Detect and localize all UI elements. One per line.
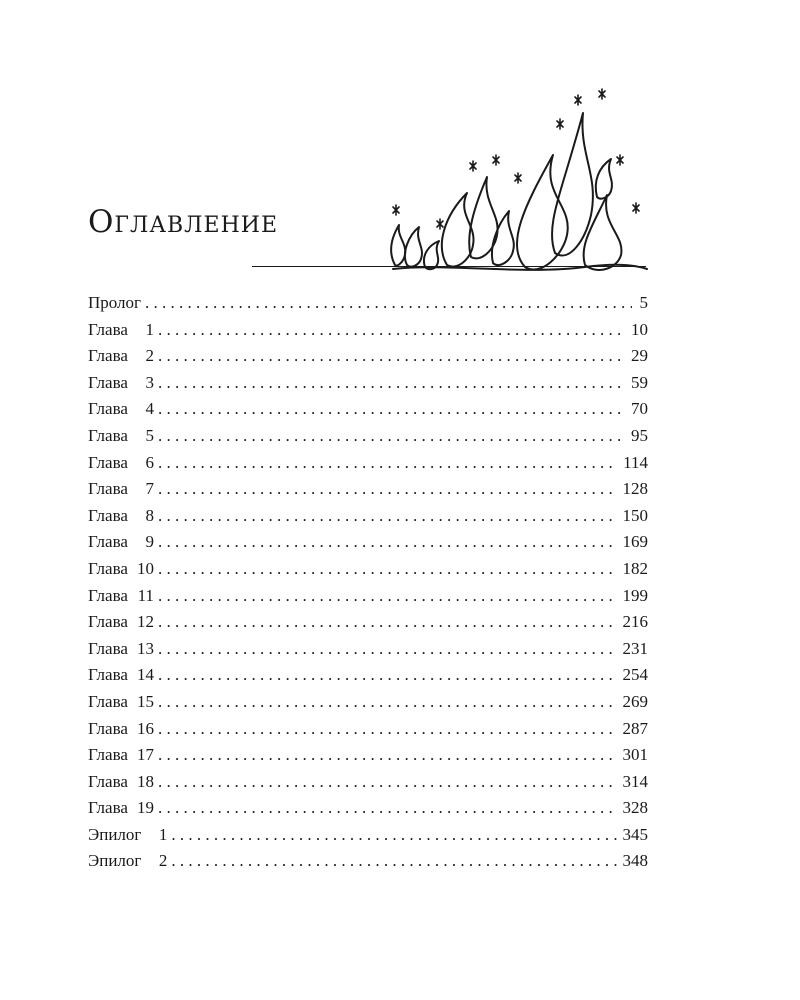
toc-entry[interactable] <box>88 609 648 636</box>
toc-page-number: 29 <box>631 346 648 366</box>
toc-page-number: 301 <box>622 745 648 765</box>
toc-entry[interactable] <box>88 556 648 583</box>
toc-entry[interactable] <box>88 662 648 689</box>
toc-leader-dots <box>158 529 617 556</box>
toc-entry-title: Глава <box>88 558 128 578</box>
toc-leader-dots <box>158 556 617 583</box>
toc-entry-title: Глава <box>88 745 128 765</box>
toc-entry-title: Глава <box>88 612 128 632</box>
toc-entry-label <box>88 716 154 743</box>
toc-entry-label <box>88 609 154 636</box>
toc-entry[interactable] <box>88 423 648 450</box>
toc-page-number: 348 <box>622 851 648 871</box>
toc-page-number: 10 <box>631 319 648 339</box>
toc-entry-title: Глава <box>88 691 128 711</box>
toc-entry-number: 4 <box>145 399 154 419</box>
page-title: Оглавление <box>88 204 279 240</box>
toc-entry-label <box>88 848 167 875</box>
toc-page-number: 169 <box>622 532 648 552</box>
toc-entry-number: 15 <box>136 691 154 711</box>
title-underline <box>252 266 646 267</box>
toc-leader-dots <box>158 795 617 822</box>
toc-entry-label <box>88 396 154 423</box>
toc-entry-title: Глава <box>88 638 128 658</box>
toc-entry-number: 17 <box>136 745 154 765</box>
toc-entry-number: 1 <box>145 319 154 339</box>
toc-entry[interactable] <box>88 795 648 822</box>
toc-page-number: 199 <box>622 585 648 605</box>
toc-entry[interactable] <box>88 370 648 397</box>
toc-page-number: 5 <box>639 293 648 312</box>
toc-leader-dots <box>171 822 616 849</box>
toc-leader-dots <box>158 503 617 530</box>
toc-entry[interactable] <box>88 343 648 370</box>
toc-entry[interactable] <box>88 689 648 716</box>
toc-entry-number: 5 <box>145 425 154 445</box>
toc-page-number: 216 <box>622 612 648 632</box>
toc-entry-title: Глава <box>88 665 128 685</box>
toc-entry-title: Пролог <box>88 293 142 312</box>
toc-entry[interactable] <box>88 317 648 344</box>
toc-leader-dots <box>158 370 625 397</box>
toc-entry-title: Глава <box>88 346 128 366</box>
toc-entry-label <box>88 529 154 556</box>
toc-entry-number: 16 <box>136 718 154 738</box>
toc-entry-label <box>88 370 154 397</box>
toc-leader-dots <box>158 450 617 477</box>
toc-entry-title: Эпилог <box>88 851 142 871</box>
toc-entry-number: 2 <box>145 346 154 366</box>
toc-page-number: 182 <box>622 558 648 578</box>
toc-entry-label <box>88 476 154 503</box>
toc-page-number: 314 <box>622 771 648 791</box>
toc-leader-dots <box>158 769 617 796</box>
toc-leader-dots <box>158 689 617 716</box>
toc-entry[interactable] <box>88 769 648 796</box>
toc-page-number: 231 <box>622 638 648 658</box>
toc-page-number: 95 <box>631 425 648 445</box>
toc-leader-dots <box>158 343 625 370</box>
toc-entry-label <box>88 290 141 317</box>
toc-page-number: 254 <box>622 665 648 685</box>
toc-entry-label <box>88 769 154 796</box>
toc-entry-label <box>88 689 154 716</box>
toc-entry-number: 6 <box>145 452 154 472</box>
toc-entry[interactable] <box>88 450 648 477</box>
toc-page-number: 287 <box>622 718 648 738</box>
toc-entry-label <box>88 450 154 477</box>
toc-entry-title: Эпилог <box>88 824 142 844</box>
toc-entry-number: 12 <box>136 612 154 632</box>
toc-entry-title: Глава <box>88 505 128 525</box>
toc-page-number: 150 <box>622 505 648 525</box>
toc-entry-number: 19 <box>136 798 154 818</box>
toc-entry-label <box>88 343 154 370</box>
toc-leader-dots <box>145 290 632 317</box>
toc-page-number: 59 <box>631 372 648 392</box>
flames-icon <box>385 85 650 275</box>
toc-entry-number: 18 <box>136 771 154 791</box>
toc-entry[interactable] <box>88 396 648 423</box>
toc-leader-dots <box>158 662 617 689</box>
toc-entry-title: Глава <box>88 532 128 552</box>
toc-leader-dots <box>158 609 617 636</box>
toc-entry-number: 9 <box>145 532 154 552</box>
toc-entry-title: Глава <box>88 585 128 605</box>
toc-entry-number: 7 <box>145 479 154 499</box>
toc-page-number: 70 <box>631 399 648 419</box>
table-of-contents <box>88 290 648 875</box>
toc-leader-dots <box>158 423 625 450</box>
toc-entry-label <box>88 423 154 450</box>
toc-entry[interactable] <box>88 529 648 556</box>
toc-entry-title: Глава <box>88 399 128 419</box>
toc-entry[interactable] <box>88 822 648 849</box>
toc-entry-label <box>88 556 154 583</box>
toc-entry-title: Глава <box>88 425 128 445</box>
toc-page-number: 328 <box>622 798 648 818</box>
toc-leader-dots <box>158 742 617 769</box>
toc-entry[interactable] <box>88 716 648 743</box>
toc-entry-title: Глава <box>88 319 128 339</box>
toc-entry-number: 8 <box>145 505 154 525</box>
toc-entry-label <box>88 317 154 344</box>
toc-entry-label <box>88 583 154 610</box>
toc-entry[interactable] <box>88 742 648 769</box>
toc-entry-number: 11 <box>137 585 154 605</box>
toc-entry-title: Глава <box>88 718 128 738</box>
toc-entry-title: Глава <box>88 452 128 472</box>
toc-leader-dots <box>158 476 617 503</box>
toc-entry-number: 10 <box>136 558 154 578</box>
toc-entry-number: 1 <box>158 824 168 844</box>
toc-page-number: 114 <box>623 452 648 472</box>
toc-leader-dots <box>158 636 617 663</box>
toc-entry-label <box>88 636 154 663</box>
toc-page-number: 128 <box>622 479 648 499</box>
toc-leader-dots <box>158 317 625 344</box>
toc-entry-label <box>88 742 154 769</box>
toc-entry-title: Глава <box>88 771 128 791</box>
toc-entry[interactable] <box>88 583 648 610</box>
toc-entry[interactable] <box>88 476 648 503</box>
toc-entry[interactable] <box>88 503 648 530</box>
toc-entry-title: Глава <box>88 479 128 499</box>
toc-entry-number: 3 <box>145 372 154 392</box>
toc-entry-title: Глава <box>88 372 128 392</box>
toc-entry-number: 2 <box>158 851 168 871</box>
toc-leader-dots <box>158 396 625 423</box>
toc-entry-title: Глава <box>88 798 128 818</box>
toc-entry-number: 14 <box>136 665 154 685</box>
toc-leader-dots <box>158 716 617 743</box>
toc-entry-label <box>88 795 154 822</box>
toc-entry-label <box>88 503 154 530</box>
toc-entry[interactable] <box>88 848 648 875</box>
toc-entry-label <box>88 822 167 849</box>
toc-entry-label <box>88 662 154 689</box>
toc-entry[interactable] <box>88 636 648 663</box>
toc-entry-number: 13 <box>136 638 154 658</box>
toc-entry[interactable] <box>88 290 648 317</box>
toc-page-number: 345 <box>622 824 648 844</box>
toc-page-number: 269 <box>622 691 648 711</box>
toc-leader-dots <box>171 848 616 875</box>
toc-leader-dots <box>158 583 617 610</box>
